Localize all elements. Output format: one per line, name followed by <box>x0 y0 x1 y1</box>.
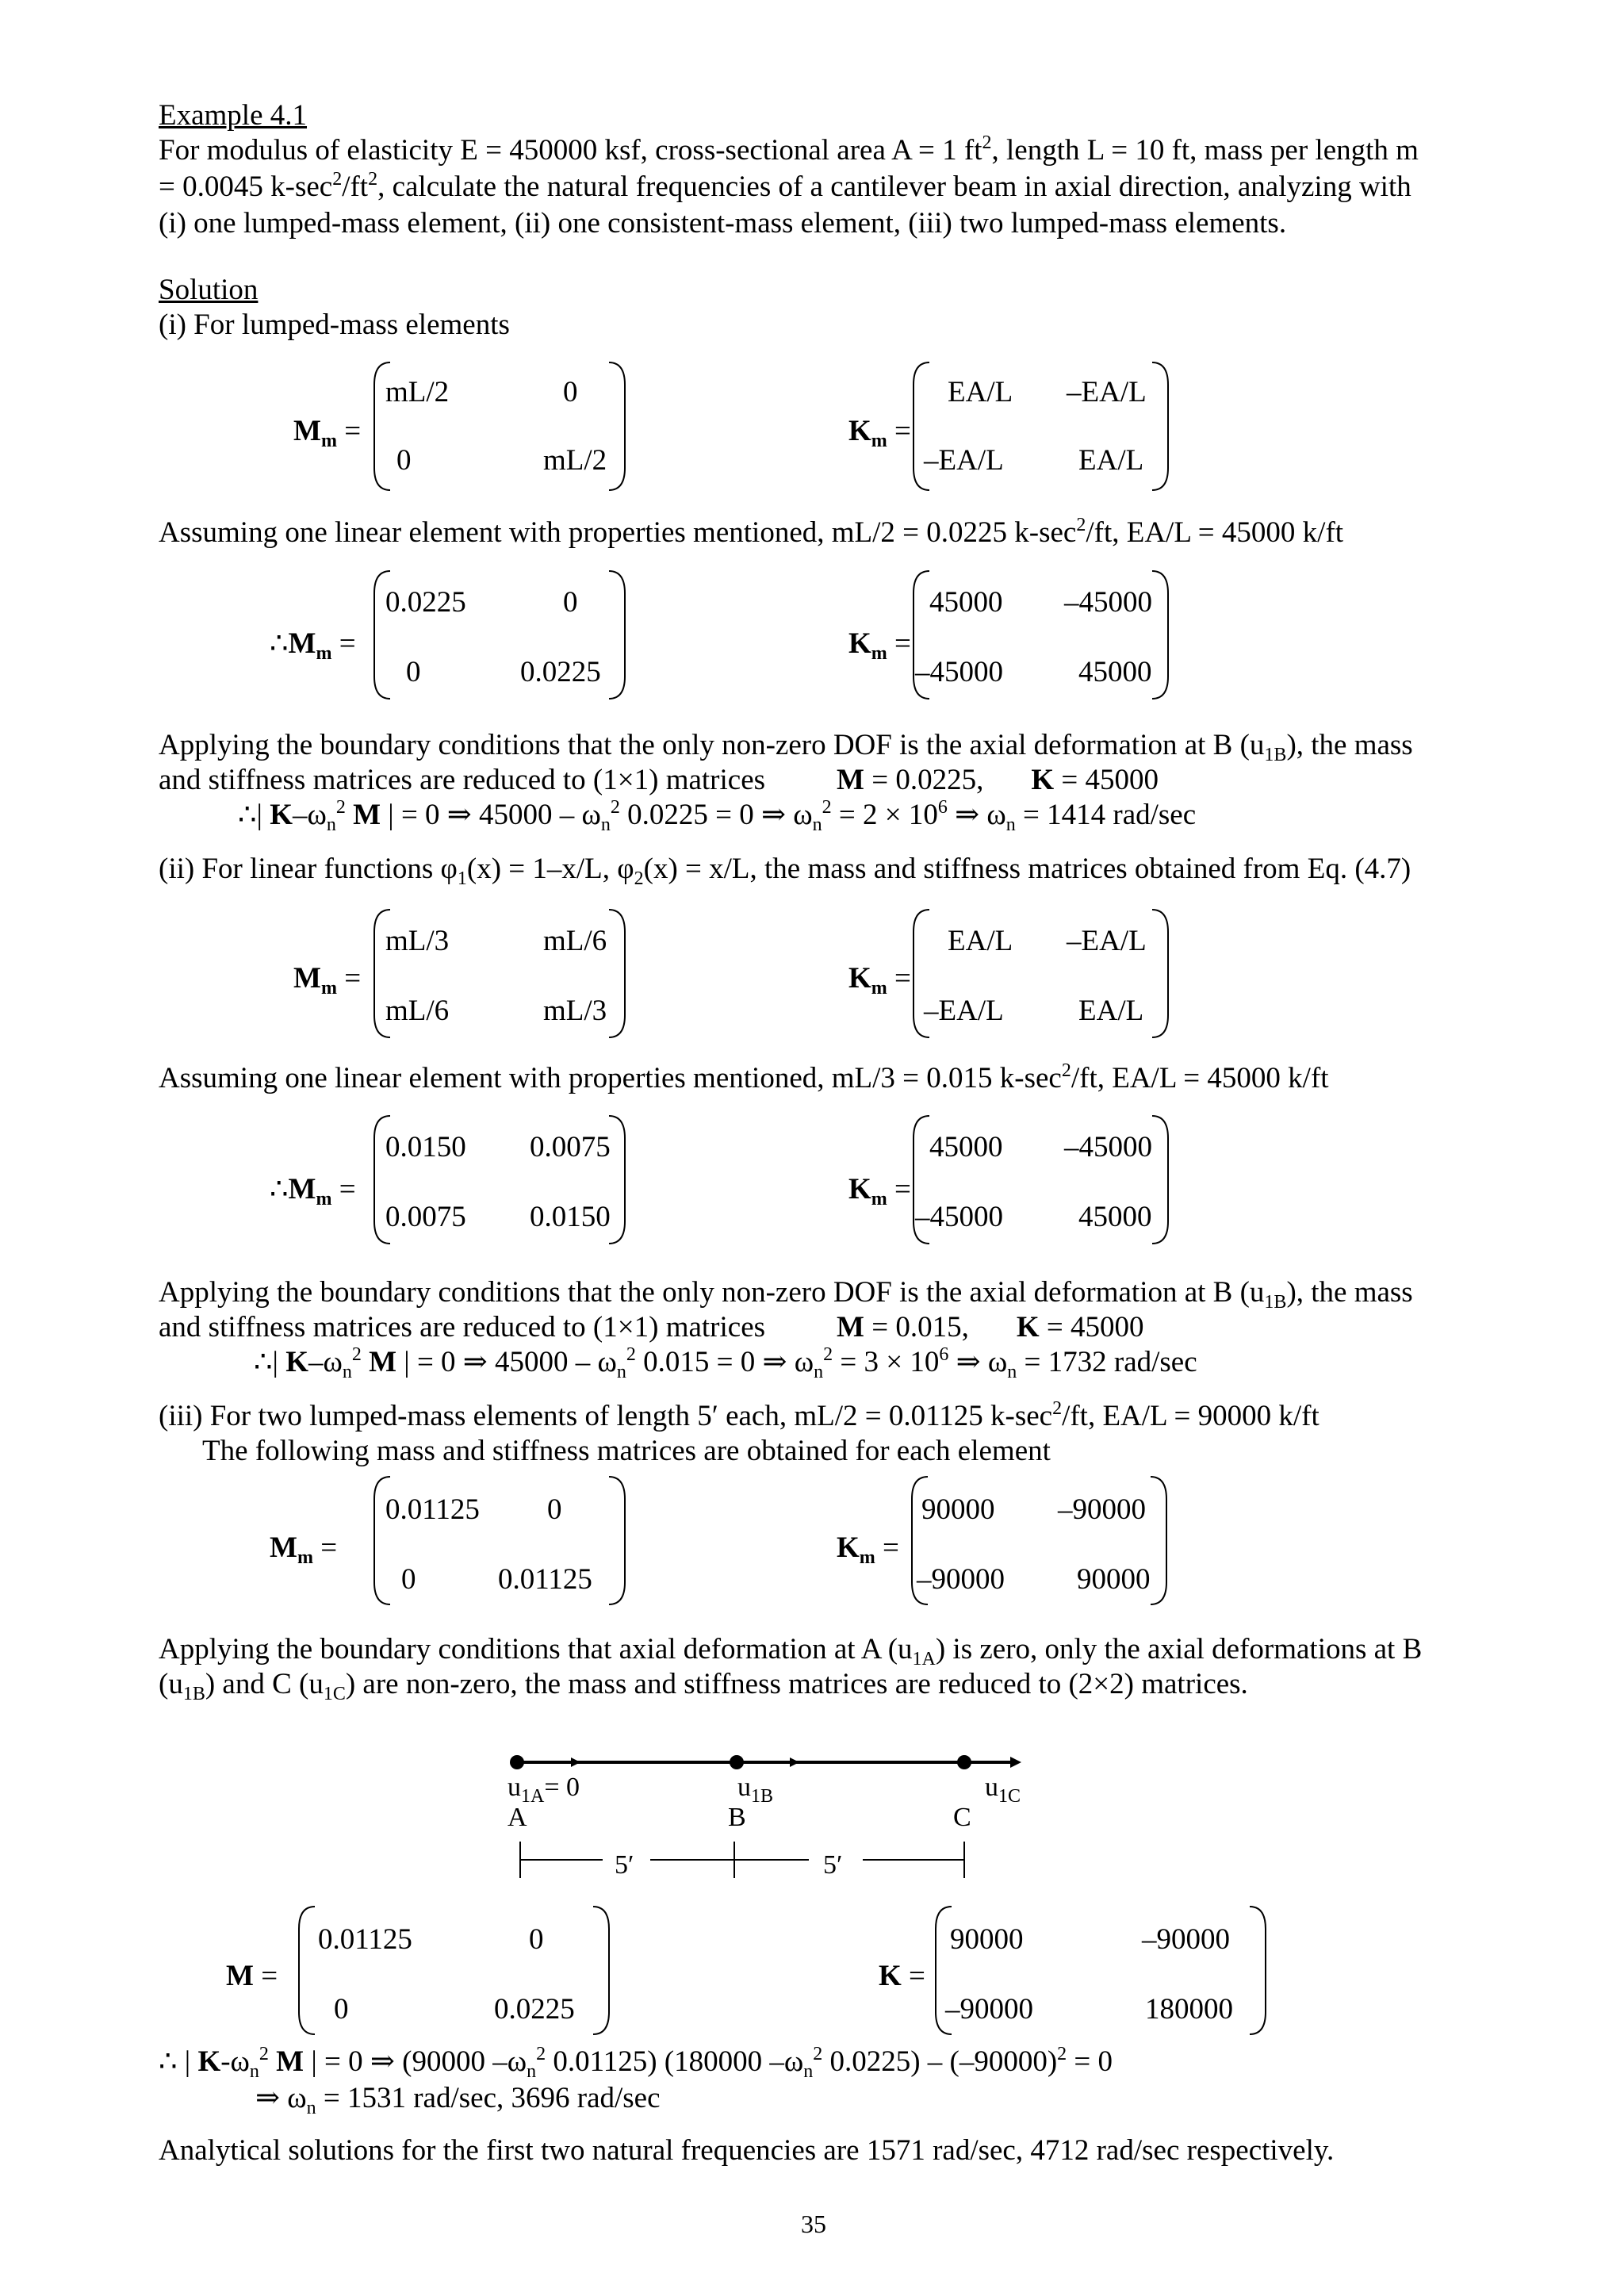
Mm-label-consistent-therefore: $\therefore M_m$ = <box>270 1173 356 1209</box>
K-matrix-reduced <box>934 1905 1267 2036</box>
Km-matrix-consistent-symbolic <box>912 908 1170 1039</box>
matrix-cell: –90000 <box>945 1993 1033 2026</box>
matrix-cell: mL/3 <box>543 995 607 1027</box>
Mm-matrix-two-element <box>373 1475 626 1606</box>
matrix-cell: –EA/L <box>924 444 1004 477</box>
matrix-cell: –90000 <box>917 1563 1005 1596</box>
dimension-2: 5′ <box>823 1850 843 1880</box>
page-number: 35 <box>801 2210 826 2238</box>
part2-heading: (ii) For linear functions $\varphi_1(x) = 1-x/L$, $\varphi_2(x) = x/L$, the mass and stiffness matrices obtained from Eq. (4.7) <box>159 853 1411 889</box>
matrix-cell: 45000 <box>929 1131 1003 1163</box>
matrix-cell: 0.0225 <box>494 1993 575 2026</box>
part3-frequency-equation: ∴ | $K-\omega_n^2$ M | = 0 ⇒ (90000 $-\omega_n^2$ 0.01125) (180000 $-\omega_n^2$ $0.0225) - (-90000)^2 = 0$ <box>159 2044 1113 2082</box>
matrix-cell: 0 <box>547 1493 562 1526</box>
matrix-cell: EA/L <box>1078 444 1144 477</box>
K-label: K = <box>879 1960 925 1992</box>
matrix-cell: 0 <box>334 1993 349 2026</box>
matrix-cell: 90000 <box>1077 1563 1151 1596</box>
Km-label: $K_m$ = <box>848 415 911 451</box>
matrix-cell: 0.0150 <box>530 1201 611 1233</box>
Km-matrix-two-element <box>910 1475 1168 1606</box>
Mm-label-consistent: $M_m$ = <box>293 962 362 999</box>
Km-matrix-consistent-numeric <box>912 1114 1170 1245</box>
matrix-cell: mL/2 <box>385 376 450 408</box>
Mm-label-two-element: $M_m$ = <box>270 1531 338 1568</box>
matrix-cell: 0.0225 <box>520 656 601 688</box>
matrix-cell: 0.01125 <box>318 1923 412 1956</box>
matrix-cell: 0 <box>406 656 421 688</box>
part1-heading: (i) For lumped-mass elements <box>159 309 510 341</box>
matrix-cell: 0.0075 <box>385 1201 466 1233</box>
matrix-cell: mL/3 <box>385 925 450 957</box>
part1-bc-line-1: Applying the boundary conditions that the only non-zero DOF is the axial deformation at B $(u_{1B})$, the mass <box>159 729 1413 765</box>
part1-assumption: Assuming one linear element with properties mentioned, mL/2 = 0.0225 $k-\sec^2/ft$, EA/L = 45000 k/ft <box>159 515 1344 549</box>
matrix-cell: 180000 <box>1145 1993 1233 2026</box>
Km-label-two-element: $K_m$ = <box>837 1531 899 1568</box>
label-u1B: $u_{1B}$ <box>737 1773 774 1807</box>
problem-line-1: For modulus of elasticity E = 450000 ksf, cross-sectional area A = 1 $ft^2$, length L = 10 ft, mass per length m <box>159 132 1419 167</box>
Km-matrix-symbolic <box>912 361 1170 492</box>
dimension-1: 5′ <box>615 1850 634 1880</box>
M-matrix-reduced <box>297 1905 611 2036</box>
Km-matrix-numeric <box>912 569 1170 700</box>
matrix-cell: –45000 <box>915 656 1003 688</box>
matrix-cell: mL/6 <box>543 925 607 957</box>
matrix-cell: 45000 <box>1078 656 1152 688</box>
matrix-cell: EA/L <box>948 925 1013 957</box>
analytical-solution: Analytical solutions for the first two natural frequencies are 1571 rad/sec, 4712 rad/sec respectively. <box>159 2134 1335 2167</box>
node-A <box>510 1755 524 1769</box>
matrix-cell: 45000 <box>1078 1201 1152 1233</box>
matrix-cell: 0 <box>563 376 578 408</box>
node-C <box>957 1755 971 1769</box>
matrix-cell: –EA/L <box>1067 925 1147 957</box>
Km-label-consistent: $K_m$ = <box>848 962 911 999</box>
example-title: Example 4.1 <box>159 99 308 132</box>
Km-label-numeric: $K_m$ = <box>848 627 911 664</box>
matrix-cell: 0.0225 <box>385 586 466 619</box>
beam-figure <box>492 1737 1047 1888</box>
part3-bc-line-1: Applying the boundary conditions that axial deformation at A $(u_{1A})$ is zero, only the axial deformations at B <box>159 1633 1423 1669</box>
matrix-cell: 0.0075 <box>530 1131 611 1163</box>
matrix-cell: mL/2 <box>543 444 607 477</box>
problem-line-2: = 0.0045 $k-\sec^2/ft^2$, calculate the natural frequencies of a cantilever beam in axial direction, analyzing with <box>159 169 1411 203</box>
part2-bc-line-2: and stiffness matrices are reduced to (1×1) matrices M = 0.015, K = 45000 <box>159 1311 1144 1343</box>
matrix-cell: –45000 <box>1064 1131 1152 1163</box>
Mm-matrix-consistent-symbolic <box>373 908 626 1039</box>
label-A: A <box>508 1803 527 1832</box>
Mm-matrix-symbolic <box>373 361 626 492</box>
matrix-cell: 0.01125 <box>498 1563 592 1596</box>
matrix-cell: –45000 <box>915 1201 1003 1233</box>
label-B: B <box>728 1803 746 1832</box>
matrix-cell: –EA/L <box>1067 376 1147 408</box>
matrix-cell: –EA/L <box>924 995 1004 1027</box>
matrix-cell: –90000 <box>1058 1493 1146 1526</box>
part3-heading-2: The following mass and stiffness matrices are obtained for each element <box>202 1435 1051 1467</box>
matrix-cell: 0.01125 <box>385 1493 480 1526</box>
Mm-matrix-numeric <box>373 569 626 700</box>
arrow-B <box>790 1757 799 1767</box>
part3-heading: (iii) For two lumped-mass elements of length 5′ each, mL/2 = 0.01125 $k-\sec^2/ft$, EA/L = 90000 k/ft <box>159 1398 1320 1432</box>
matrix-cell: mL/6 <box>385 995 450 1027</box>
Mm-label-therefore: $\therefore M_m$ = <box>270 627 356 664</box>
matrix-cell: EA/L <box>1078 995 1144 1027</box>
matrix-cell: 0 <box>529 1923 544 1956</box>
matrix-cell: 0 <box>401 1563 416 1596</box>
part2-frequency-equation: ∴| $K-\omega_n^2$ M | = 0 ⇒ $45000 - \omega_n^2$ 0.015 = 0 ⇒ $\omega_n^2 = 3 \times 10^6$ ⇒ $\omega_n = 1732$ rad/sec <box>254 1344 1197 1382</box>
matrix-cell: 0.0150 <box>385 1131 466 1163</box>
part1-frequency-equation: ∴| $K-\omega_n^2$ M | = 0 ⇒ $45000 - \omega_n^2$ 0.0225 = 0 ⇒ $\omega_n^2 = 2 \times 10^6$ ⇒ $\omega_n = 1414$ rad/sec <box>238 797 1197 835</box>
Mm-matrix-consistent-numeric <box>373 1114 626 1245</box>
matrix-cell: 90000 <box>950 1923 1024 1956</box>
matrix-cell: 0 <box>396 444 412 477</box>
part1-bc-line-2: and stiffness matrices are reduced to (1×1) matrices M = 0.0225, K = 45000 <box>159 764 1159 796</box>
part3-result: ⇒ $\omega_n = 1531$ rad/sec, 3696 rad/sec <box>255 2082 661 2118</box>
matrix-cell: –90000 <box>1142 1923 1230 1956</box>
part2-assumption: Assuming one linear element with properties mentioned, mL/3 = 0.015 $k-\sec^2/ft$, EA/L = 45000 k/ft <box>159 1060 1329 1094</box>
matrix-cell: EA/L <box>948 376 1013 408</box>
node-B <box>730 1755 744 1769</box>
arrow-C <box>1010 1757 1021 1768</box>
matrix-cell: –45000 <box>1064 586 1152 619</box>
matrix-cell: 0 <box>563 586 578 619</box>
label-u1C: $u_{1C}$ <box>985 1773 1021 1807</box>
label-C: C <box>953 1803 971 1832</box>
matrix-cell: 45000 <box>929 586 1003 619</box>
Mm-label: $M_m$ = <box>293 415 362 451</box>
label-u1A: $u_{1A}= 0$ <box>508 1773 580 1807</box>
problem-line-3: (i) one lumped-mass element, (ii) one consistent-mass element, (iii) two lumped-mass elements. <box>159 207 1287 240</box>
M-label: M = <box>226 1960 278 1992</box>
part3-bc-line-2: $(u_{1B})$ and C $(u_{1C})$ are non-zero, the mass and stiffness matrices are reduced to (2×2) matrices. <box>159 1668 1248 1704</box>
matrix-cell: 90000 <box>921 1493 995 1526</box>
part2-bc-line-1: Applying the boundary conditions that the only non-zero DOF is the axial deformation at B $(u_{1B})$, the mass <box>159 1276 1413 1313</box>
solution-title: Solution <box>159 274 259 306</box>
arrow-A <box>571 1757 580 1767</box>
Km-label-consistent-numeric: $K_m$ = <box>848 1173 911 1209</box>
